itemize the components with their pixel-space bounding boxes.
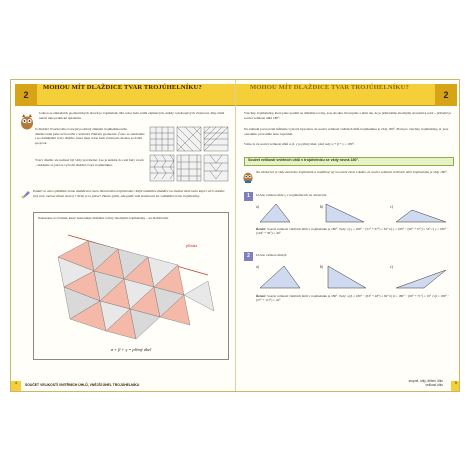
exercise-2-badge: 2 [244,252,253,261]
left-chapter-number: 2 [15,84,37,106]
svg-text:b): b) [320,205,323,209]
angle-sum-formula: α + β + γ = přímý úhel [110,347,152,352]
triangle-tiling-diagram [38,227,226,345]
exercise-1-text: Určete velikost úhlu γ v trojúhelnících na obrázcích: [256,193,328,197]
exercise-2-solution-label: Řešení: [256,294,267,298]
right-chapter-number: 2 [435,84,457,106]
right-para-1: Všechny trojúhelníky, které jsme použili na dláždění roviny, jsou shodné. Pracujeme s nimi tak, že je přikládáme shodnými stranami k sobě – přičemž je součet velikostí úhlů 180°. [244,111,451,120]
left-page-number: 4 [11,381,21,391]
right-footer-line-1: stupně, úhly, dělení úhlu [408,379,443,383]
textbook-spread [10,79,460,392]
right-page [236,80,460,392]
left-para-1: O dlaždici čtverhového tvaru již podobný zmínění trojúhelníkového dlaždicování jsme už hovořili v učebnici Základy geometrie. Často se setkáváme i se složitějšími tvary dlaždic, které mají celou řadu vlastností, mohou se dobře spojovat. [35,127,145,145]
exercise-2-solution [256,294,452,303]
right-task: Na obrázcích je vždy zakreslen trojúhelník a rozdělíme jej na menší části. Ukažte, že součet velikostí vnitřních úhlů trojúhelníku je vždy 180°. [256,170,448,174]
svg-text:a): a) [256,265,259,269]
rule-text: Součet velikostí vnitřních úhlů v trojúhelníku se vždy rovná 180°. [248,158,359,162]
left-question: Podaří se vám vydláždit rovinu dlaždicemi tvaru libovolného trojúhelníku? Když rozdělíme dlaždice na shodné části nebo když z nich složíme jiný vzor, mohou zůstat mezery? Nebo je to jedno? Zkuste zjistit, zda podle vaší zkušenosti lze vydláždit rovinu trojúhelníky. [33,189,225,198]
left-header [15,84,235,106]
left-intro: Jednou ze základních geometrických útvarů je trojúhelník. Má celou řadu velmi zajímavých, někdy i překvapivých vlastností, díky nimž nalezl také praktické uplatnění. [39,111,225,120]
tiling-box [33,212,229,360]
left-footer: SOUČET VELIKOSTÍ VNITŘNÍCH ÚHLŮ, VNĚJŠÍ ÚHEL TROJÚHELNÍKU [25,383,140,387]
primka-label: přímka [186,243,198,248]
exercise-1-triangles [256,200,452,226]
owl-mascot-icon [19,112,35,130]
rule-bar [244,157,454,166]
exercise-2-text: Určete velikost úhlu β: [256,253,288,257]
exercise-1-badge: 1 [244,192,253,201]
right-chapter-title: MOHOU MÍT DLAŽDICE TVAR TROJÚHELNÍKU? [250,84,409,91]
tiling-box-text: Nakreslete si obrázek, který znázorňuje dláždění roviny shodnými trojúhelníky – na dlaždicemi: [38,216,169,220]
svg-text:b): b) [320,265,323,269]
exercise-2-triangles [256,260,452,292]
pencil-hand-icon [21,189,31,199]
left-para-2: Tvary dlaždic ale nemusí být vždy pravidelné. Lze je skládat do celé řady vzorů – ukážeme si, jak lze vytvořit dlaždici tvaru trojúhelníku. [35,158,144,167]
exercise-1-solution-label: Řešení: [256,227,267,231]
tiling-patterns-illustration [149,126,229,182]
right-footer-line-2: velikost úhlu [425,383,443,387]
left-page [11,80,236,392]
svg-text:c): c) [390,205,393,209]
left-chapter-title: MOHOU MÍT DLAŽDICE TVAR TROJÚHELNÍKU? [43,84,202,91]
right-para-3: Víme-li, že součet velikostí úhlů α, β, γ je přímý úhel, platí tedy α + β + γ = 180°. [244,142,355,146]
right-page-number: 5 [451,381,460,391]
owl-reader-icon [242,170,254,184]
svg-text:c): c) [390,265,393,269]
exercise-2-solution-text: Součet velikostí vnitřních úhlů v trojúhelníku je 180°. Tedy: a) β = 180° − (63° + 48°) = 69° b) β = 180° − (90° + 71°) = 19° c) β = 180° − (27° + 111°) = 42° [256,294,450,303]
exercise-1-solution [256,227,452,236]
right-footer [409,379,443,387]
right-para-2: Na základě pozorování můžeme vyslovit hypotézu, že součet velikostí vnitřních úhlů trojúhelníku je vždy 180°. Platí pro všechny trojúhelníky, ať jsou ostroúhlé, pravoúhlé nebo tupoúhlé. [244,127,449,136]
right-header [236,84,457,106]
exercise-1-solution-text: Součet velikostí vnitřních úhlů v trojúhelníku je 180°. Tedy: a) γ = 180° − (51° + 67°) = 62° b) γ = 180° − (90° + 37°) = 53° c) γ = 180° − (104° + 36°) = 40° [256,227,449,236]
svg-text:a): a) [256,205,259,209]
